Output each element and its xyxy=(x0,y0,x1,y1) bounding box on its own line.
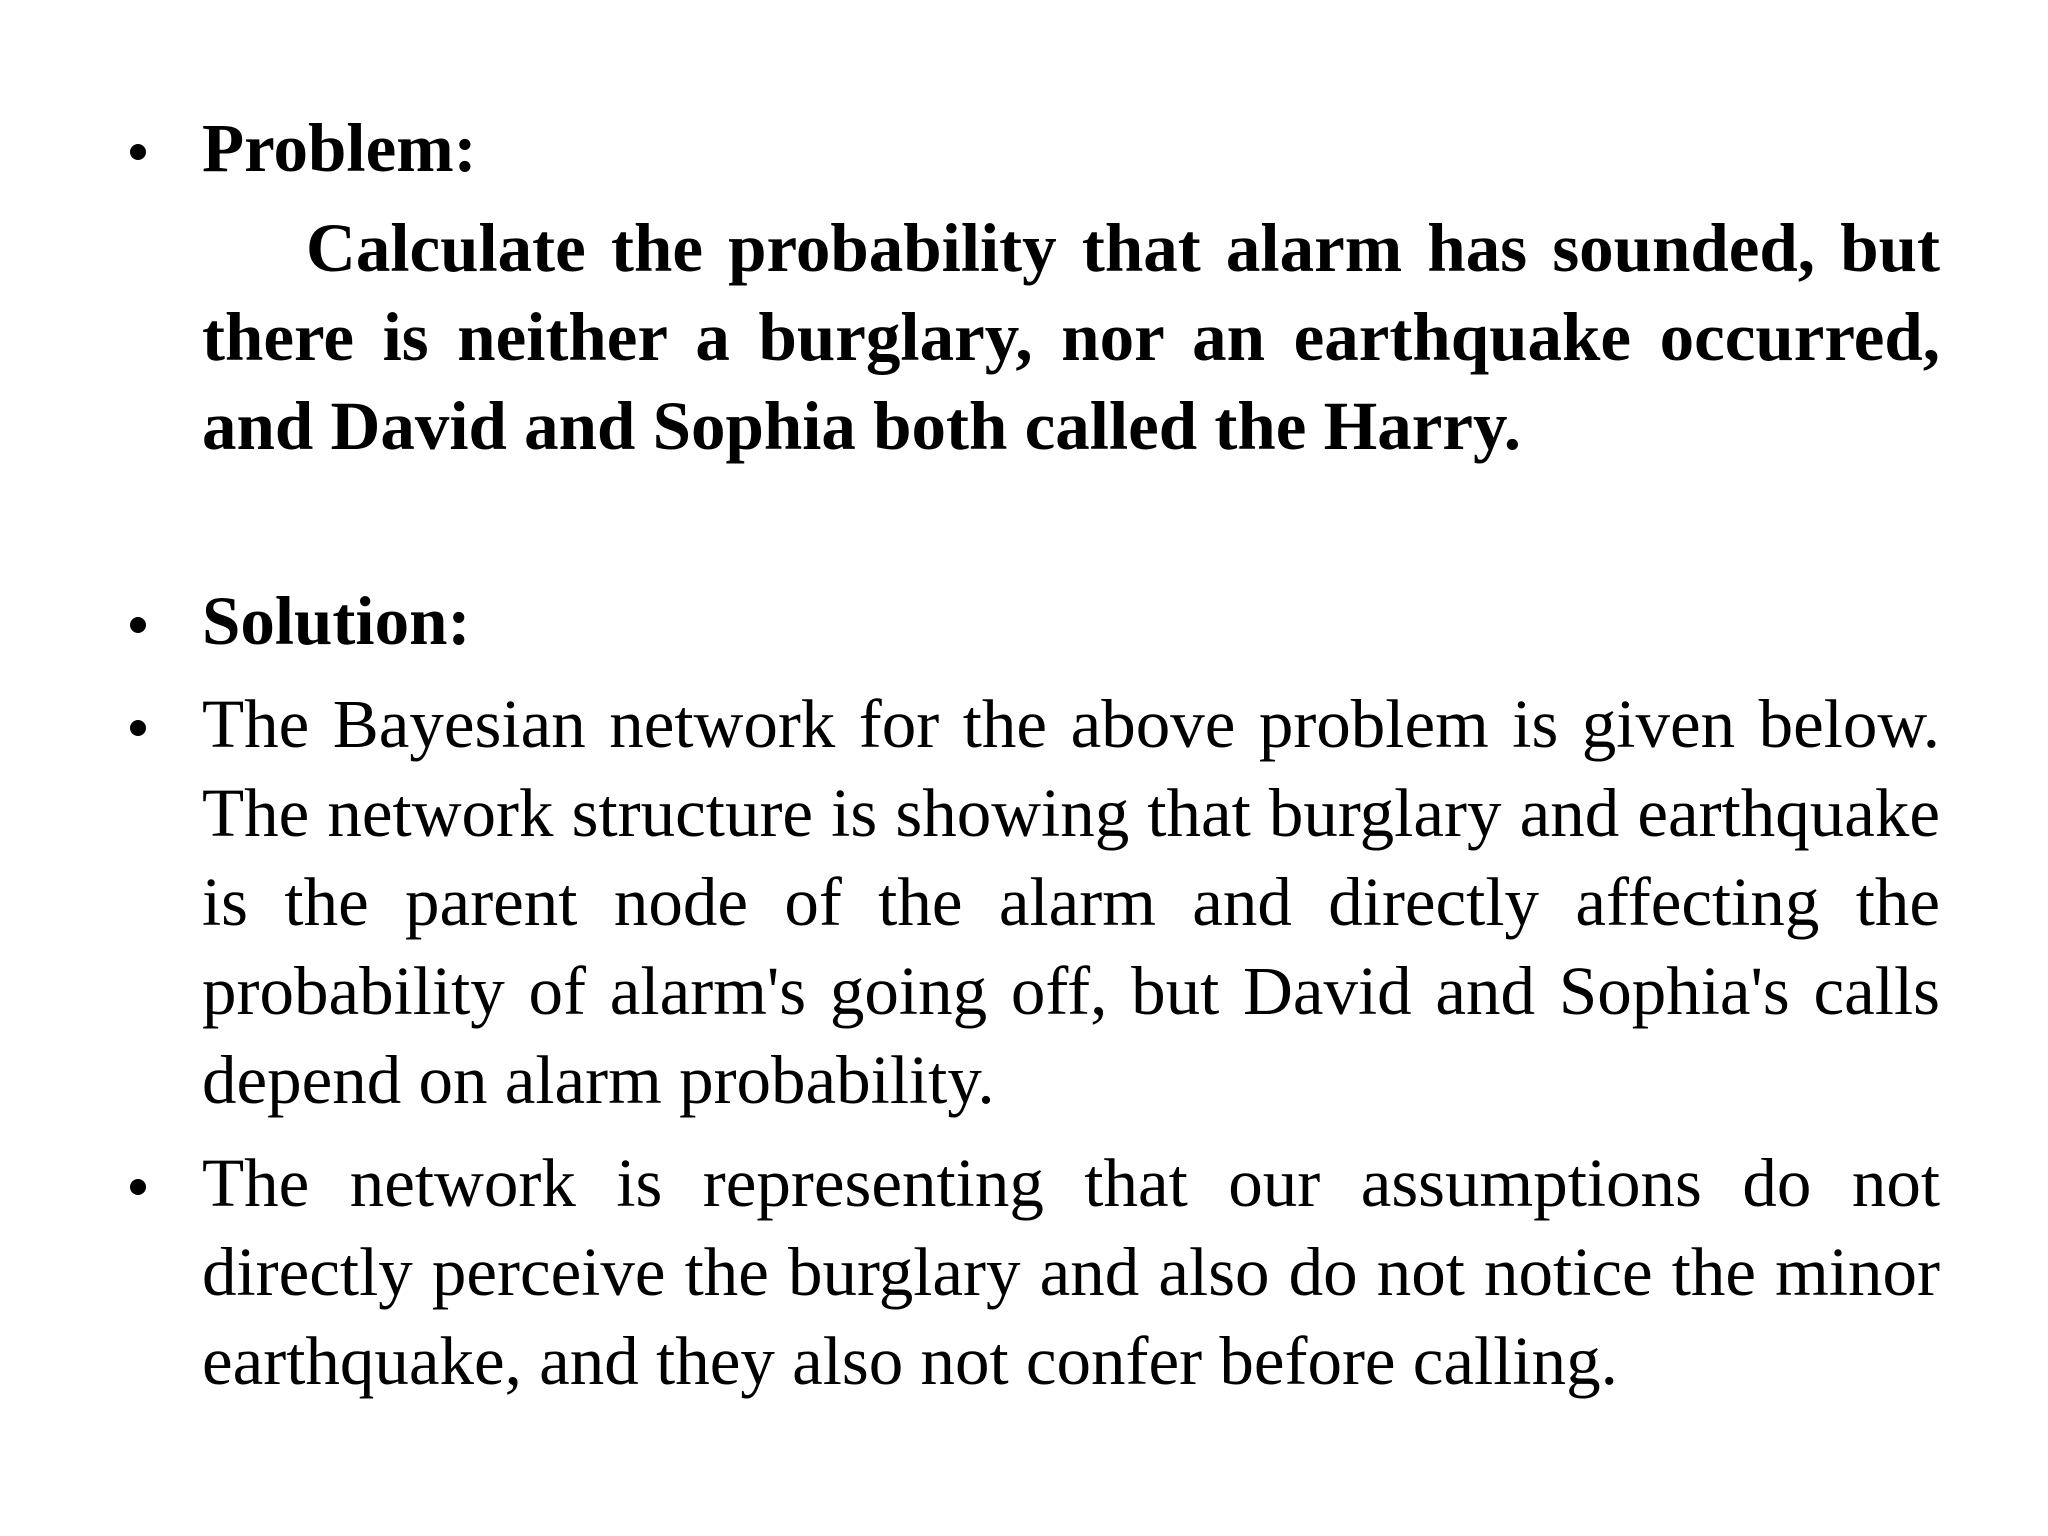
solution-list xyxy=(122,577,1940,1406)
problem-block xyxy=(122,204,1940,477)
problem-text: Calculate the probability that alarm has sounded, but there is neither a burglary, nor an earthquake occurred, and David and Sophia both called the Harry. xyxy=(202,210,1940,464)
bullet-list xyxy=(122,104,1940,204)
network-assumptions-bullet: The network is representing that our assumptions do not directly perceive the burglary and also do not notice the minor earthquake, and they also not confer before calling. xyxy=(122,1139,1940,1406)
problem-heading: Problem: xyxy=(122,104,1940,193)
bayesian-network-bullet: The Bayesian network for the above problem is given below. The network structure is showing that burglary and earthquake is the parent node of the alarm and directly affecting the probability of alarm's going off, but David and Sophia's calls depend on alarm probability. xyxy=(122,680,1940,1125)
solution-heading: Solution: xyxy=(122,577,1940,666)
